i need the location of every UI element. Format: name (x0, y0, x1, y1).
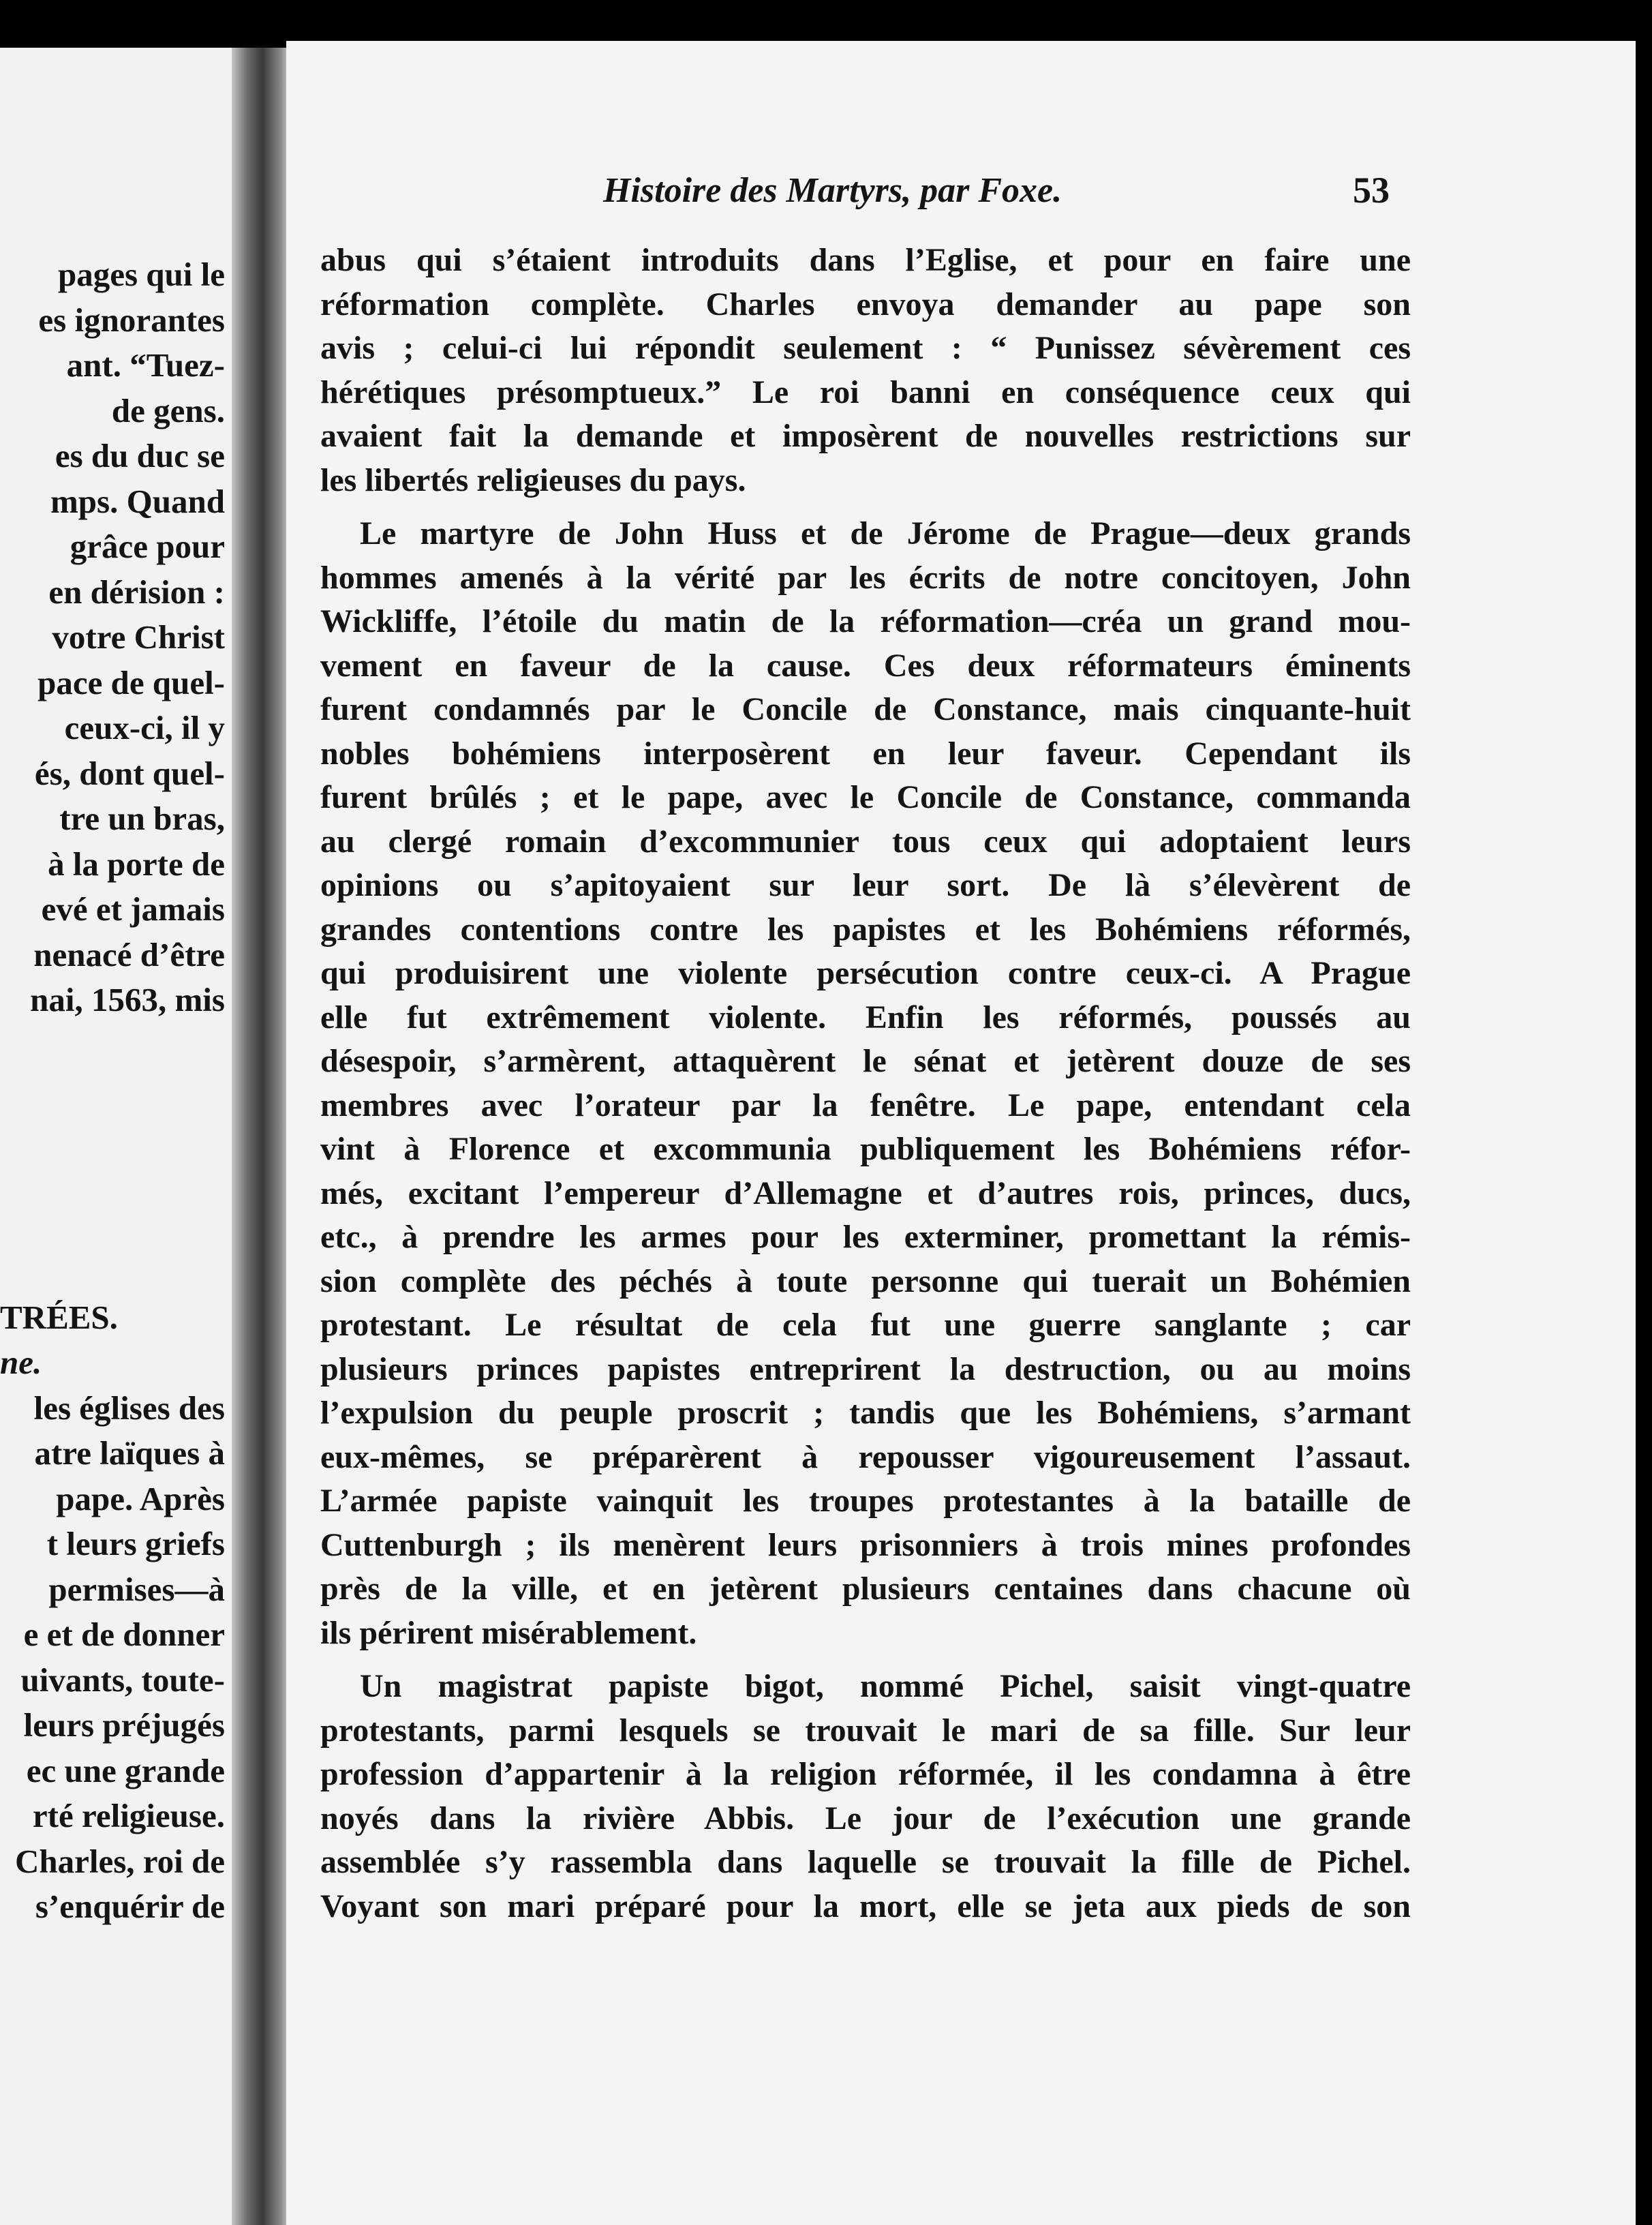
text-line: Wickliffe, l’étoile du matin de la réformation—créa un grand mou- (320, 603, 1411, 639)
text-line: opinions ou s’apitoyaient sur leur sort. De là s’élevèrent de (320, 867, 1411, 903)
left-page-line: es du duc se (55, 437, 225, 474)
text-line: l’expulsion du peuple proscrit ; tandis que les Bohémiens, s’armant (320, 1395, 1411, 1431)
text-line: grandes contentions contre les papistes et les Bohémiens réformés, (320, 911, 1411, 948)
right-page (286, 41, 1636, 2225)
text-line: Un magistrat papiste bigot, nommé Pichel, saisit vingt-quatre (360, 1668, 1411, 1704)
left-page-line: en dérision : (48, 573, 225, 611)
left-page-line: s’enquérir de (35, 1888, 225, 1925)
left-page-line (0, 1023, 225, 1069)
left-page-line: ceux-ci, il y (64, 709, 225, 746)
text-line: abus qui s’étaient introduits dans l’Eglise, et pour en faire une (320, 242, 1411, 278)
left-page-line: permises—à (48, 1570, 225, 1608)
text-line: Le martyre de John Huss et de Jérome de Prague—deux grands (360, 515, 1411, 551)
text-line: réformation complète. Charles envoya demander au pape son (320, 286, 1411, 322)
left-page-line: pace de quel- (37, 663, 225, 701)
left-page-line (0, 1114, 225, 1160)
text-line: elle fut extrêmement violente. Enfin les réformés, poussés au (320, 999, 1411, 1035)
left-page-line: atre laïques à (34, 1434, 225, 1472)
text-line: plusieurs princes papistes entreprirent la destruction, ou au moins (320, 1350, 1411, 1387)
text-line: furent condamnés par le Concile de Constance, mais cinquante-huit (320, 691, 1411, 727)
left-page-line: evé et jamais (41, 890, 225, 928)
text-line: L’armée papiste vainquit les troupes protestantes à la bataille de (320, 1483, 1411, 1519)
text-line: eux-mêmes, se préparèrent à repousser vigoureusement l’assaut. (320, 1438, 1411, 1475)
left-page-line: mps. Quand (50, 482, 225, 520)
paragraph (320, 1665, 1411, 1928)
text-line: Voyant son mari préparé pour la mort, elle se jeta aux pieds de son (320, 1888, 1411, 1924)
left-page-line: ec une grande (26, 1751, 225, 1789)
text-line: vint à Florence et excommunia publiquement les Bohémiens réfor- (320, 1131, 1411, 1167)
body-text (320, 239, 1411, 1938)
left-page-line: les églises des (33, 1389, 225, 1427)
scan-border (1636, 0, 1652, 2225)
book-gutter-shadow (232, 48, 293, 2225)
left-page-line: tre un bras, (59, 800, 225, 837)
text-line: vement en faveur de la cause. Ces deux réformateurs éminents (320, 647, 1411, 684)
left-page-line: ne. (0, 1344, 42, 1381)
text-line: noyés dans la rivière Abbis. Le jour de l’exécution une grande (320, 1800, 1411, 1836)
text-line: avis ; celui-ci lui répondit seulement : “ Punissez sévèrement ces (320, 330, 1411, 366)
text-line: les libertés religieuses du pays. (320, 461, 746, 498)
left-page-line: leurs préjugés (23, 1706, 225, 1744)
page-number: 53 (1353, 170, 1390, 211)
left-page-line (0, 1068, 225, 1114)
text-line: désespoir, s’armèrent, attaquèrent le sénat et jetèrent douze de ses (320, 1043, 1411, 1079)
paragraph (320, 512, 1411, 1655)
text-line: hérétiques présomptueux.” Le roi banni en conséquence ceux qui (320, 374, 1411, 410)
left-page-line: votre Christ (52, 618, 225, 656)
left-page-line: de gens. (111, 391, 225, 429)
left-page-line: pages qui le (57, 256, 225, 293)
text-line: avaient fait la demande et imposèrent de nouvelles restrictions sur (320, 418, 1411, 454)
text-line: membres avec l’orateur par la fenêtre. Le pape, entendant cela (320, 1087, 1411, 1123)
text-line: protestant. Le résultat de cela fut une guerre sanglante ; car (320, 1307, 1411, 1343)
text-line: nobles bohémiens interposèrent en leur faveur. Cependant ils (320, 735, 1411, 772)
left-page-line: nenacé d’être (33, 935, 225, 973)
text-line: près de la ville, et en jetèrent plusieurs centaines dans chacune où (320, 1571, 1411, 1607)
left-page-line: à la porte de (48, 845, 225, 883)
text-line: més, excitant l’empereur d’Allemagne et d’autres rois, princes, ducs, (320, 1175, 1411, 1211)
left-page-line: rté religieuse. (32, 1797, 225, 1834)
text-line: ils périrent misérablement. (320, 1614, 697, 1651)
left-page-line (0, 1159, 225, 1205)
left-page-line: Charles, roi de (14, 1842, 225, 1880)
left-page-line: nai, 1563, mis (30, 981, 225, 1018)
left-page-line: t leurs griefs (46, 1525, 225, 1562)
text-line: protestants, parmi lesquels se trouvait le mari de sa fille. Sur leur (320, 1712, 1411, 1749)
text-line: sion complète des péchés à toute personne qui tuerait un Bohémien (320, 1262, 1411, 1299)
left-page-line: e et de donner (23, 1616, 225, 1653)
left-page-line: és, dont quel- (34, 754, 225, 792)
paragraph (320, 239, 1411, 502)
text-line: assemblée s’y rassembla dans laquelle se trouvait la fille de Pichel. (320, 1844, 1411, 1880)
left-page-line (0, 1250, 225, 1295)
text-line: profession d’appartenir à la religion réformée, il les condamna à être (320, 1756, 1411, 1792)
text-line: au clergé romain d’excommunier tous ceux qui adoptaient leurs (320, 823, 1411, 860)
left-page-line: grâce pour (70, 528, 225, 565)
text-line: furent brûlés ; et le pape, avec le Concile de Constance, commanda (320, 779, 1411, 815)
left-page-line: es ignorantes (38, 301, 225, 339)
left-page-text (0, 252, 225, 1930)
running-title: Histoire des Martyrs, par Foxe. (603, 171, 1062, 210)
text-line: qui produisirent une violente persécution contre ceux-ci. A Prague (320, 955, 1411, 991)
left-facing-page (0, 48, 239, 2225)
text-line: hommes amenés à la vérité par les écrits de notre concitoyen, John (320, 559, 1411, 596)
left-page-line: ant. “Tuez- (66, 346, 225, 384)
text-line: etc., à prendre les armes pour les exterminer, promettant la rémis- (320, 1219, 1411, 1255)
text-line: Cuttenburgh ; ils menèrent leurs prisonniers à trois mines profondes (320, 1526, 1411, 1563)
left-page-line: pape. Après (56, 1479, 225, 1517)
left-page-line: uivants, toute- (20, 1661, 225, 1699)
left-page-line: TRÉES. (0, 1298, 118, 1336)
left-page-line (0, 1205, 225, 1250)
